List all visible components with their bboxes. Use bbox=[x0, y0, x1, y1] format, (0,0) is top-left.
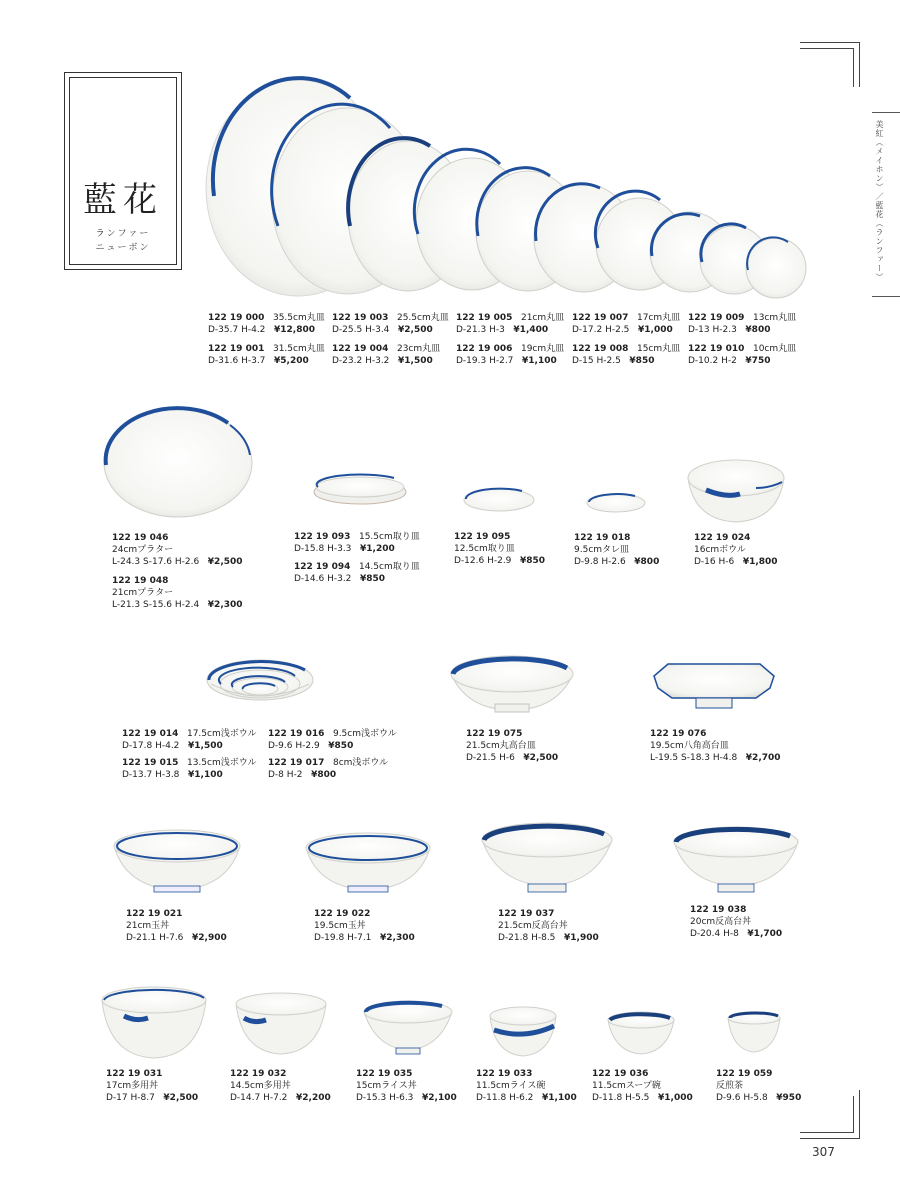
product-price: ¥1,500 bbox=[398, 356, 433, 366]
product-name: 8cm浅ボウル bbox=[332, 758, 389, 768]
product-price: ¥1,000 bbox=[638, 325, 673, 335]
sauce-dish-image bbox=[585, 492, 647, 514]
caption-122-19-000 bbox=[208, 312, 325, 336]
product-code: 122 19 006 bbox=[456, 344, 513, 354]
product-dims: D-25.5 H-3.4 bbox=[332, 325, 390, 335]
caption-122-19-009 bbox=[688, 312, 796, 336]
caption-122-19-017 bbox=[268, 757, 388, 781]
product-dims: D-15.3 H-6.3 bbox=[356, 1093, 414, 1103]
caption-122-19-001 bbox=[208, 343, 325, 367]
page-number: 307 bbox=[812, 1145, 835, 1159]
product-dims: D-14.6 H-3.2 bbox=[294, 574, 352, 584]
product-code: 122 19 033 bbox=[476, 1069, 533, 1079]
product-name: 14.5cm多用丼 bbox=[230, 1081, 291, 1091]
product-code: 122 19 076 bbox=[650, 729, 707, 739]
product-code: 122 19 046 bbox=[112, 533, 169, 543]
product-name: 19cm丸皿 bbox=[520, 344, 565, 354]
series-subtitle-reading: ランファー bbox=[95, 229, 151, 239]
product-price: ¥1,700 bbox=[747, 929, 783, 939]
caption-122-19-035 bbox=[356, 1068, 457, 1104]
product-price: ¥1,100 bbox=[542, 1093, 577, 1103]
product-price: ¥2,200 bbox=[296, 1093, 331, 1103]
product-dims: D-13 H-2.3 bbox=[688, 325, 737, 335]
caption-122-19-008 bbox=[572, 343, 680, 367]
product-dims: L-19.5 S-18.3 H-4.8 bbox=[650, 753, 738, 763]
product-name: 24cmプラター bbox=[112, 545, 174, 555]
product-price: ¥2,700 bbox=[745, 753, 781, 763]
product-code: 122 19 031 bbox=[106, 1069, 163, 1079]
product-price: ¥1,900 bbox=[564, 933, 599, 943]
caption-122-19-021 bbox=[126, 908, 227, 944]
bowl-21-5cm-footed-image bbox=[480, 820, 614, 896]
product-code: 122 19 009 bbox=[688, 313, 745, 323]
caption-122-19-005 bbox=[456, 312, 564, 336]
round-plates-image bbox=[200, 76, 812, 308]
product-dims: D-21.5 H-6 bbox=[466, 753, 515, 763]
product-dims: D-19.3 H-2.7 bbox=[456, 356, 514, 366]
caption-122-19-033 bbox=[476, 1068, 577, 1104]
product-code: 122 19 015 bbox=[122, 758, 179, 768]
product-code: 122 19 000 bbox=[208, 313, 265, 323]
product-price: ¥800 bbox=[311, 770, 337, 780]
product-name: 12.5cm取り皿 bbox=[454, 544, 515, 554]
footed-plate-image bbox=[447, 652, 577, 716]
product-price: ¥2,100 bbox=[422, 1093, 457, 1103]
product-dims: D-17 H-8.7 bbox=[106, 1093, 155, 1103]
product-price: ¥1,200 bbox=[360, 544, 395, 554]
product-code: 122 19 075 bbox=[466, 729, 523, 739]
product-dims: D-12.6 H-2.9 bbox=[454, 556, 512, 566]
product-name: 19.5cm八角高台皿 bbox=[650, 741, 729, 751]
product-name: 19.5cm玉丼 bbox=[314, 921, 366, 931]
product-name: 10cm丸皿 bbox=[752, 344, 797, 354]
side-rule-bottom bbox=[872, 296, 900, 297]
product-dims: D-9.8 H-2.6 bbox=[574, 557, 626, 567]
product-price: ¥2,500 bbox=[523, 753, 559, 763]
bowl-20cm-footed-image bbox=[672, 824, 800, 896]
series-title: 藍花 bbox=[83, 180, 163, 220]
product-name: 11.5cmスープ碗 bbox=[592, 1081, 661, 1091]
product-dims: D-9.6 H-2.9 bbox=[268, 741, 320, 751]
product-name: 21.5cm反高台丼 bbox=[498, 921, 568, 931]
product-code: 122 19 048 bbox=[112, 576, 169, 586]
product-price: ¥1,000 bbox=[658, 1093, 693, 1103]
corner-mark-top-right2-v bbox=[853, 48, 854, 87]
product-price: ¥850 bbox=[629, 356, 655, 366]
product-dims: D-35.7 H-4.2 bbox=[208, 325, 266, 335]
bowl-16cm-image bbox=[686, 458, 786, 524]
corner-mark-top-right-v bbox=[859, 42, 860, 87]
product-price: ¥800 bbox=[745, 325, 771, 335]
caption-122-19-048 bbox=[112, 575, 243, 611]
caption-122-19-075 bbox=[466, 728, 558, 764]
series-side-label: 美紅（メイホン）／藍花（ランファー） bbox=[875, 120, 884, 282]
product-code: 122 19 003 bbox=[332, 313, 389, 323]
product-price: ¥1,400 bbox=[513, 325, 549, 335]
product-dims: D-21.1 H-7.6 bbox=[126, 933, 184, 943]
product-price: ¥850 bbox=[520, 556, 546, 566]
caption-122-19-007 bbox=[572, 312, 680, 336]
product-code: 122 19 022 bbox=[314, 909, 371, 919]
product-price: ¥950 bbox=[776, 1093, 802, 1103]
caption-122-19-094 bbox=[294, 561, 420, 585]
product-code: 122 19 059 bbox=[716, 1069, 773, 1079]
caption-122-19-095 bbox=[454, 531, 545, 567]
rice-bowl-11-5cm-image bbox=[488, 1004, 558, 1060]
caption-122-19-032 bbox=[230, 1068, 331, 1104]
product-name: 17.5cm浅ボウル bbox=[186, 729, 257, 739]
product-code: 122 19 035 bbox=[356, 1069, 413, 1079]
product-name: 9.5cm浅ボウル bbox=[332, 729, 397, 739]
product-name: 25.5cm丸皿 bbox=[396, 313, 449, 323]
product-dims: D-15.8 H-3.3 bbox=[294, 544, 352, 554]
product-dims: D-21.3 H-3 bbox=[456, 325, 505, 335]
side-plates-image bbox=[310, 474, 410, 506]
product-price: ¥2,900 bbox=[192, 933, 227, 943]
bowl-19-5cm-image bbox=[304, 830, 432, 896]
caption-122-19-036 bbox=[592, 1068, 693, 1104]
product-price: ¥850 bbox=[328, 741, 354, 751]
product-dims: D-15 H-2.5 bbox=[572, 356, 621, 366]
side-rule-top bbox=[872, 112, 900, 113]
product-dims: D-20.4 H-8 bbox=[690, 929, 739, 939]
product-name: 9.5cmタレ皿 bbox=[574, 545, 630, 555]
product-dims: D-10.2 H-2 bbox=[688, 356, 737, 366]
product-name: 15cmライス丼 bbox=[356, 1081, 417, 1091]
platter-image bbox=[100, 405, 256, 523]
corner-mark-top-right2 bbox=[800, 48, 854, 49]
octagonal-plate-image bbox=[652, 660, 776, 714]
caption-122-19-059 bbox=[716, 1068, 801, 1104]
product-price: ¥2,300 bbox=[380, 933, 415, 943]
bowl-21cm-image bbox=[112, 826, 242, 896]
product-code: 122 19 021 bbox=[126, 909, 183, 919]
caption-122-19-004 bbox=[332, 343, 440, 367]
product-price: ¥750 bbox=[745, 356, 771, 366]
corner-mark-bottom-right-v bbox=[859, 1090, 860, 1139]
product-dims: D-23.2 H-3.2 bbox=[332, 356, 390, 366]
product-dims: D-11.8 H-5.5 bbox=[592, 1093, 650, 1103]
product-name: 35.5cm丸皿 bbox=[272, 313, 325, 323]
product-price: ¥2,500 bbox=[398, 325, 433, 335]
corner-mark-bottom-right2-v bbox=[853, 1096, 854, 1133]
product-code: 122 19 037 bbox=[498, 909, 555, 919]
product-dims: L-21.3 S-15.6 H-2.4 bbox=[112, 600, 200, 610]
product-dims: D-17.2 H-2.5 bbox=[572, 325, 630, 335]
caption-122-19-037 bbox=[498, 908, 599, 944]
product-code: 122 19 024 bbox=[694, 533, 751, 543]
product-dims: D-9.6 H-5.8 bbox=[716, 1093, 768, 1103]
product-name: 21cm丸皿 bbox=[520, 313, 565, 323]
product-code: 122 19 007 bbox=[572, 313, 629, 323]
product-price: ¥1,100 bbox=[188, 770, 223, 780]
product-name: 20cm反高台丼 bbox=[690, 917, 752, 927]
shallow-bowls-image bbox=[205, 656, 315, 706]
caption-122-19-016 bbox=[268, 728, 397, 752]
caption-122-19-024 bbox=[694, 532, 778, 568]
product-price: ¥2,300 bbox=[207, 600, 243, 610]
product-code: 122 19 008 bbox=[572, 344, 629, 354]
product-code: 122 19 032 bbox=[230, 1069, 287, 1079]
caption-122-19-093 bbox=[294, 531, 420, 555]
product-code: 122 19 018 bbox=[574, 533, 631, 543]
caption-122-19-014 bbox=[122, 728, 256, 752]
small-plate-image bbox=[462, 487, 536, 513]
product-price: ¥850 bbox=[360, 574, 386, 584]
corner-mark-bottom-right2 bbox=[800, 1132, 854, 1133]
product-code: 122 19 010 bbox=[688, 344, 745, 354]
product-dims: D-19.8 H-7.1 bbox=[314, 933, 372, 943]
product-code: 122 19 094 bbox=[294, 562, 351, 572]
product-dims: D-11.8 H-6.2 bbox=[476, 1093, 534, 1103]
product-dims: L-24.3 S-17.6 H-2.6 bbox=[112, 557, 200, 567]
bowl-17cm-multi-image bbox=[100, 984, 208, 1064]
product-code: 122 19 001 bbox=[208, 344, 265, 354]
product-code: 122 19 014 bbox=[122, 729, 179, 739]
product-price: ¥1,500 bbox=[188, 741, 223, 751]
product-name: 31.5cm丸皿 bbox=[272, 344, 325, 354]
product-code: 122 19 017 bbox=[268, 758, 325, 768]
tea-cup-image bbox=[726, 1010, 782, 1056]
caption-122-19-018 bbox=[574, 532, 659, 568]
product-price: ¥12,800 bbox=[274, 325, 315, 335]
product-price: ¥5,200 bbox=[274, 356, 309, 366]
product-code: 122 19 004 bbox=[332, 344, 389, 354]
caption-122-19-010 bbox=[688, 343, 796, 367]
product-name: 11.5cmライス碗 bbox=[476, 1081, 546, 1091]
caption-122-19-003 bbox=[332, 312, 449, 336]
bowl-14-5cm-multi-image bbox=[234, 990, 328, 1058]
caption-122-19-031 bbox=[106, 1068, 198, 1104]
product-dims: D-21.8 H-8.5 bbox=[498, 933, 556, 943]
caption-122-19-022 bbox=[314, 908, 415, 944]
product-dims: D-16 H-6 bbox=[694, 557, 735, 567]
corner-mark-bottom-right bbox=[800, 1138, 860, 1139]
product-code: 122 19 093 bbox=[294, 532, 351, 542]
product-name: 21cmプラター bbox=[112, 588, 174, 598]
corner-mark-top-right bbox=[800, 42, 860, 43]
product-dims: D-13.7 H-3.8 bbox=[122, 770, 180, 780]
caption-122-19-006 bbox=[456, 343, 564, 367]
product-name: 14.5cm取り皿 bbox=[358, 562, 420, 572]
product-dims: D-17.8 H-4.2 bbox=[122, 741, 180, 751]
caption-122-19-038 bbox=[690, 904, 782, 940]
product-dims: D-8 H-2 bbox=[268, 770, 303, 780]
product-code: 122 19 095 bbox=[454, 532, 511, 542]
product-name: 17cm多用丼 bbox=[106, 1081, 159, 1091]
product-code: 122 19 036 bbox=[592, 1069, 649, 1079]
product-name: 23cm丸皿 bbox=[396, 344, 441, 354]
product-code: 122 19 016 bbox=[268, 729, 325, 739]
product-price: ¥1,100 bbox=[522, 356, 557, 366]
product-name: 21cm玉丼 bbox=[126, 921, 170, 931]
product-name: 15.5cm取り皿 bbox=[358, 532, 420, 542]
caption-122-19-015 bbox=[122, 757, 256, 781]
caption-122-19-046 bbox=[112, 532, 243, 568]
product-name: 16cmボウル bbox=[694, 545, 746, 555]
product-dims: D-14.7 H-7.2 bbox=[230, 1093, 288, 1103]
product-name: 17cm丸皿 bbox=[636, 313, 681, 323]
product-price: ¥2,500 bbox=[207, 557, 243, 567]
product-price: ¥800 bbox=[634, 557, 660, 567]
series-subtitle-shape: ニューボン bbox=[95, 243, 151, 253]
product-name: 13.5cm浅ボウル bbox=[186, 758, 257, 768]
product-code: 122 19 005 bbox=[456, 313, 513, 323]
product-name: 反煎茶 bbox=[716, 1081, 744, 1091]
product-name: 13cm丸皿 bbox=[752, 313, 797, 323]
rice-bowl-15cm-image bbox=[362, 998, 454, 1058]
product-name: 21.5cm丸高台皿 bbox=[466, 741, 536, 751]
product-price: ¥2,500 bbox=[163, 1093, 199, 1103]
product-name: 15cm丸皿 bbox=[636, 344, 681, 354]
product-dims: D-31.6 H-3.7 bbox=[208, 356, 266, 366]
caption-122-19-076 bbox=[650, 728, 781, 764]
product-price: ¥1,800 bbox=[742, 557, 778, 567]
soup-bowl-image bbox=[606, 1010, 676, 1058]
product-code: 122 19 038 bbox=[690, 905, 747, 915]
